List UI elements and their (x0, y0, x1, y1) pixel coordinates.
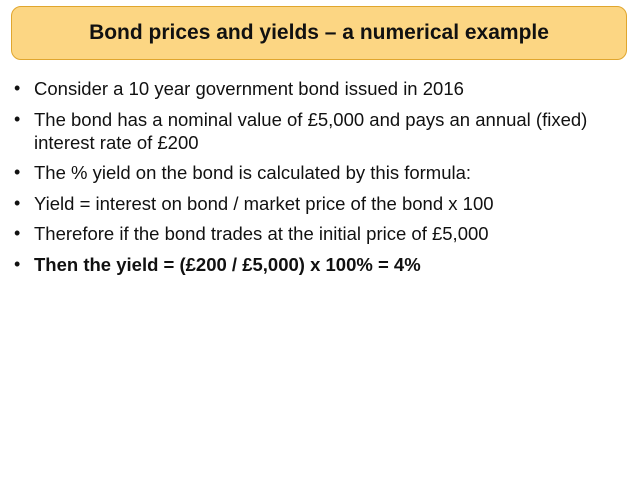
bullet-item (14, 253, 628, 276)
bullet-item (14, 77, 628, 100)
slide-title: Bond prices and yields – a numerical example (89, 21, 549, 44)
bullet-item (14, 161, 628, 184)
bullet-item (14, 192, 628, 215)
bullet-text: Consider a 10 year government bond issued in 2016 (34, 78, 464, 99)
bullet-text: The bond has a nominal value of £5,000 and pays an annual (fixed) interest rate of £200 (34, 108, 588, 153)
bullet-text: Yield = interest on bond / market price of the bond x 100 (34, 192, 494, 214)
bullet-item (14, 108, 628, 154)
bullet-text: Therefore if the bond trades at the initial price of £5,000 (34, 223, 489, 244)
bullet-icon: • (14, 108, 21, 129)
bullet-icon: • (14, 192, 21, 213)
bullet-icon: • (14, 223, 21, 243)
bullet-list (14, 77, 628, 283)
bullet-text: Then the yield = (£200 / £5,000) x 100% = 4% (34, 253, 421, 275)
bullet-icon: • (14, 162, 21, 182)
bullet-icon: • (14, 253, 21, 274)
title-banner (11, 6, 627, 60)
bullet-item (14, 222, 628, 245)
bullet-text: The % yield on the bond is calculated by this formula: (34, 162, 472, 183)
bullet-icon: • (14, 78, 21, 98)
